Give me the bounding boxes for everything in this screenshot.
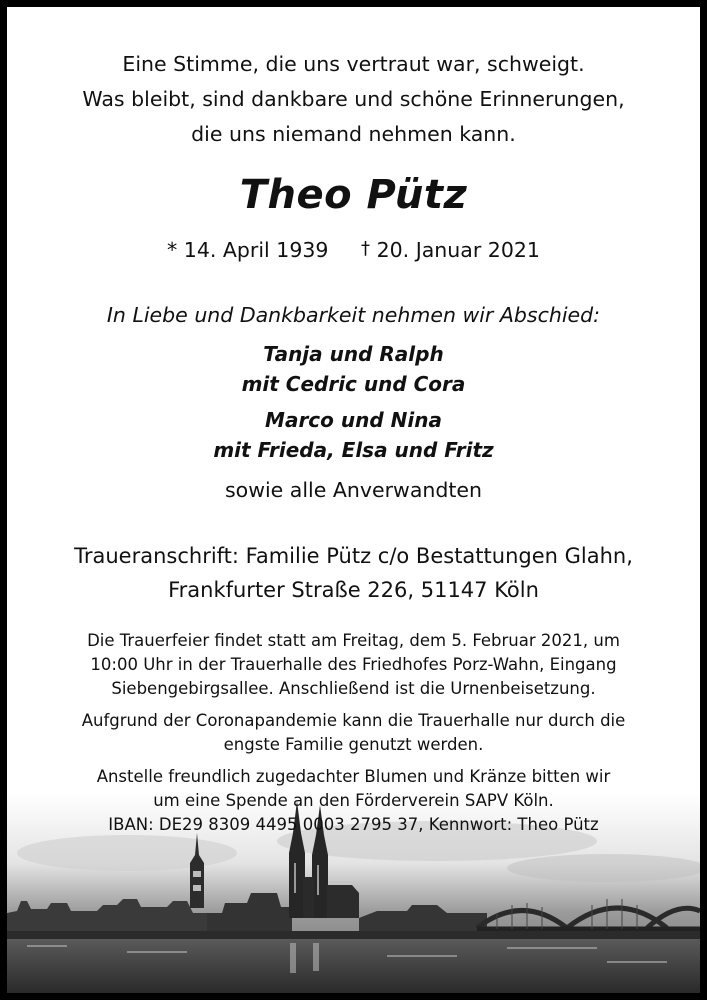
info-line: Aufgrund der Coronapandemie kann die Trauerhalle nur durch die <box>81 711 626 730</box>
life-dates <box>7 235 700 267</box>
info-line: um eine Spende an den Förderverein SAPV Köln. <box>153 791 554 810</box>
family-line: Marco und Nina <box>265 408 442 432</box>
dagger-icon: † <box>361 238 371 259</box>
memorial-quote <box>7 47 700 152</box>
quote-line: Was bleibt, sind dankbare und schöne Erinnerungen, <box>82 87 625 111</box>
family-line: mit Frieda, Elsa und Fritz <box>213 438 494 462</box>
info-line: IBAN: DE29 8309 4495 0003 2795 37, Kennwort: Theo Pütz <box>108 815 599 834</box>
address-line: Frankfurter Straße 226, 51147 Köln <box>168 578 539 602</box>
quote-line: Eine Stimme, die uns vertraut war, schweigt. <box>122 52 585 76</box>
donation-info <box>7 765 700 837</box>
family-group <box>7 339 700 399</box>
info-line: Die Trauerfeier findet statt am Freitag, dem 5. Februar 2021, um <box>87 631 620 650</box>
farewell-line: In Liebe und Dankbarkeit nehmen wir Abschied: <box>106 303 601 327</box>
birth-date: * 14. April 1939 <box>167 238 329 262</box>
info-line: 10:00 Uhr in der Trauerhalle des Friedhofes Porz-Wahn, Eingang <box>90 655 617 674</box>
info-line: Anstelle freundlich zugedachter Blumen und Kränze bitten wir <box>96 767 611 786</box>
notice-text <box>7 7 700 993</box>
info-line: engste Familie genutzt werden. <box>223 735 484 754</box>
family-line: Tanja und Ralph <box>263 342 444 366</box>
family-group <box>7 405 700 465</box>
death-date: 20. Januar 2021 <box>376 238 540 262</box>
quote-line: die uns niemand nehmen kann. <box>191 122 516 146</box>
family-line: mit Cedric und Cora <box>241 372 466 396</box>
relatives-line: sowie alle Anverwandten <box>224 478 483 502</box>
address-line: Traueranschrift: Familie Pütz c/o Bestattungen Glahn, <box>74 544 633 568</box>
corona-info <box>7 709 700 757</box>
deceased-name: Theo Pütz <box>239 172 468 218</box>
mourning-address <box>7 539 700 607</box>
ceremony-info <box>7 629 700 701</box>
info-line: Siebengebirgsallee. Anschließend ist die Urnenbeisetzung. <box>111 679 596 698</box>
